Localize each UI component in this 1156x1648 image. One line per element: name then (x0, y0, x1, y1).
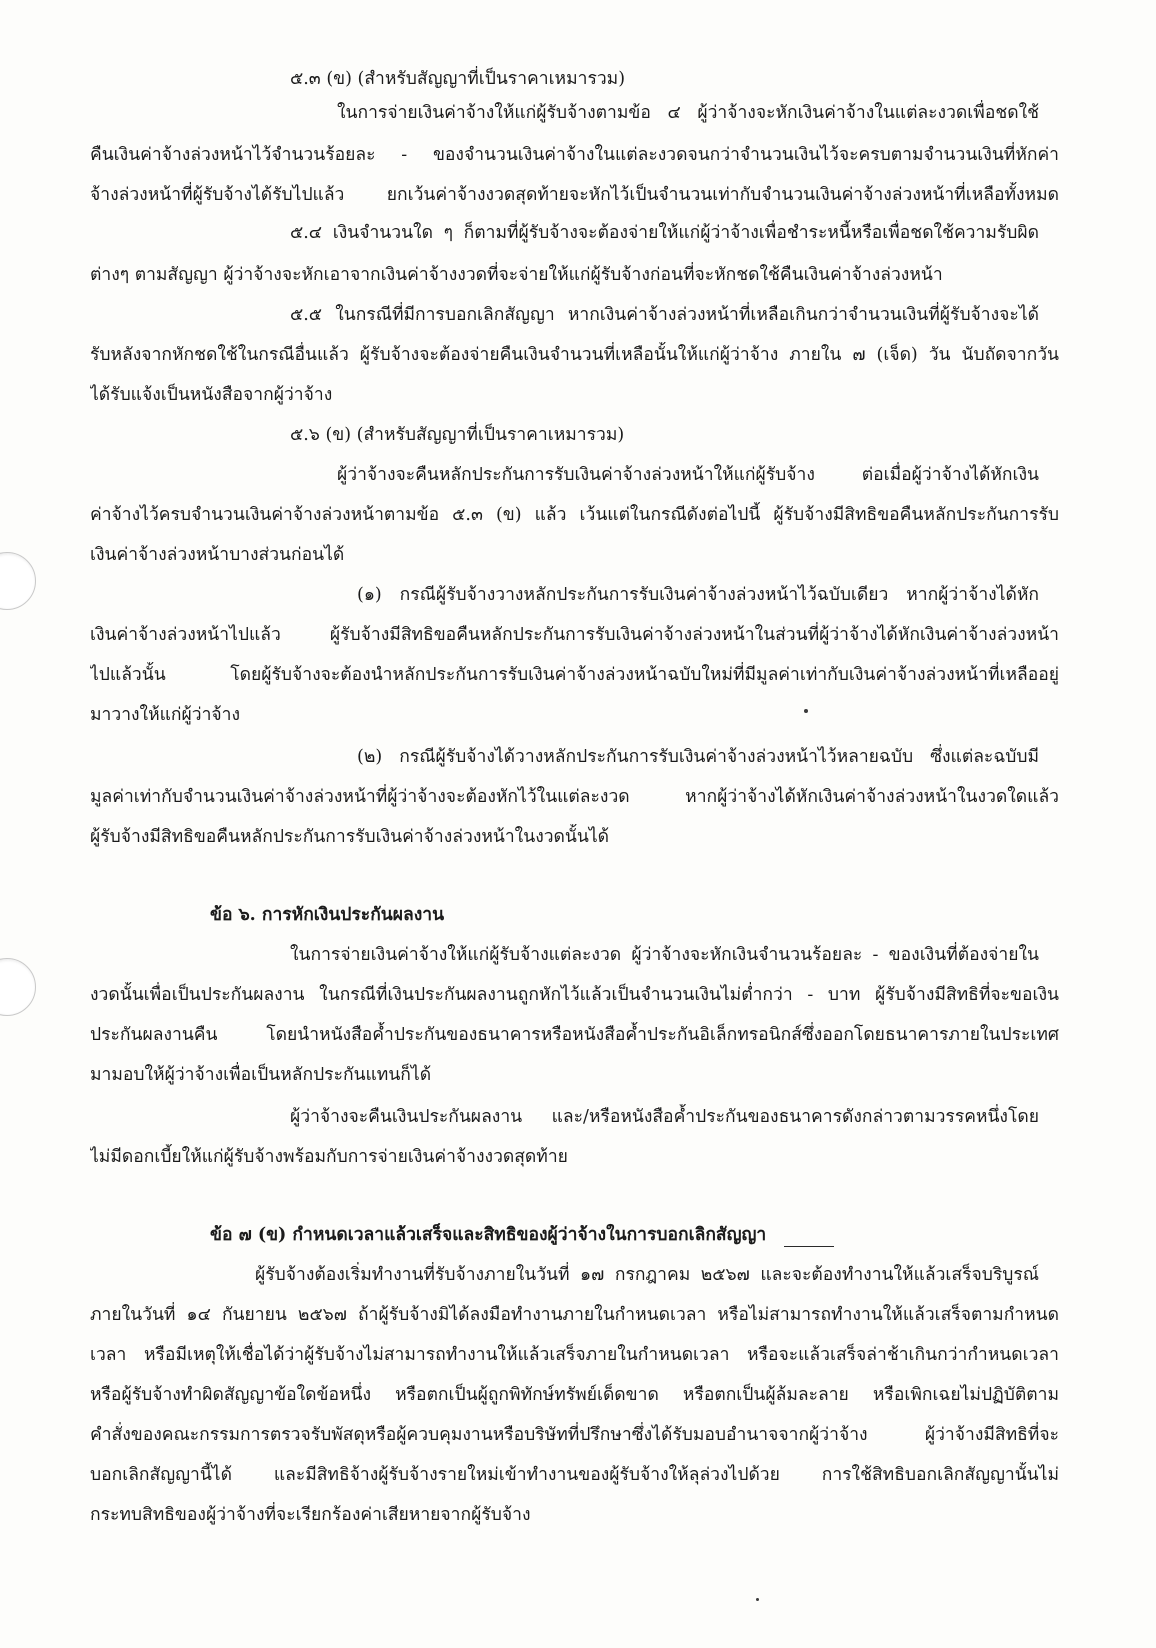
clause-6-body: ในการจ่ายเงินค่าจ้างให้แก่ผู้รับจ้างแต่ละงวด ผู้ว่าจ้างจะหักเงินจำนวนร้อยละ - ของเงินที่ต้องจ่ายใน (290, 945, 1039, 965)
clause-5-6-item-2: (๒) กรณีผู้รับจ้างได้วางหลักประกันการรับเงินค่าจ้างล่วงหน้าไว้หลายฉบับ ซึ่งแต่ละฉบับมี (357, 747, 1039, 767)
clause-7-body: กระทบสิทธิของผู้ว่าจ้างที่จะเรียกร้องค่าเสียหายจากผู้รับจ้าง (90, 1505, 531, 1525)
clause-6-body: ผู้ว่าจ้างจะคืนเงินประกันผลงาน และ/หรือหนังสือค้ำประกันของธนาคารดังกล่าวตามวรรคหนึ่งโดย (290, 1107, 1039, 1127)
punch-hole (0, 958, 36, 1016)
clause-5-6-item-1: ไปแล้วนั้น โดยผู้รับจ้างจะต้องนำหลักประกันการรับเงินค่าจ้างล่วงหน้าฉบับใหม่ที่มีมูลค่าเท่ากับเงินค่าจ้างล่วงหน้าที่เหลืออยู่ (90, 665, 1059, 685)
clause-6-body: งวดนั้นเพื่อเป็นประกันผลงาน ในกรณีที่เงินประกันผลงานถูกหักไว้แล้วเป็นจำนวนเงินไม่ต่ำกว่า - บาท ผู้รับจ้างมีสิทธิที่จะขอเงิน (90, 985, 1059, 1005)
clause-5-5-body: รับหลังจากหักชดใช้ในกรณีอื่นแล้ว ผู้รับจ้างจะต้องจ่ายคืนเงินจำนวนที่เหลือนั้นให้แก่ผู้ว่าจ้าง ภายใน ๗ (เจ็ด) วัน นับถัดจากวัน (90, 345, 1059, 365)
clause-7-body: ผู้รับจ้างต้องเริ่มทำงานที่รับจ้างภายในวันที่ ๑๗ กรกฎาคม ๒๕๖๗ และจะต้องทำงานให้แล้วเสร็จบริบูรณ์ (255, 1265, 1039, 1285)
clause-5-3-heading: ๕.๓ (ข) (สำหรับสัญญาที่เป็นราคาเหมารวม) (290, 69, 626, 89)
clause-7-body: เวลา หรือมีเหตุให้เชื่อได้ว่าผู้รับจ้างไม่สามารถทำงานให้แล้วเสร็จภายในกำหนดเวลา หรือจะแล้วเสร็จล่าช้าเกินกว่ากำหนดเวลา (90, 1345, 1059, 1365)
clause-5-6-item-2: มูลค่าเท่ากับจำนวนเงินค่าจ้างล่วงหน้าที่ผู้ว่าจ้างจะต้องหักไว้ในแต่ละงวด หากผู้ว่าจ้างได้หักเงินค่าจ้างล่วงหน้าในงวดใดแล้ว (90, 787, 1059, 807)
scan-speck (756, 1598, 759, 1601)
clause-5-6-item-1: (๑) กรณีผู้รับจ้างวางหลักประกันการรับเงินค่าจ้างล่วงหน้าไว้ฉบับเดียว หากผู้ว่าจ้างได้หัก (357, 585, 1039, 605)
clause-5-6-heading: ๕.๖ (ข) (สำหรับสัญญาที่เป็นราคาเหมารวม) (290, 425, 625, 445)
clause-5-4-body: ต่างๆ ตามสัญญา ผู้ว่าจ้างจะหักเอาจากเงินค่าจ้างงวดที่จะจ่ายให้แก่ผู้รับจ้างก่อนที่จะหักชดใช้คืนเงินค่าจ้างล่วงหน้า (90, 265, 943, 285)
clause-5-6-item-1: เงินค่าจ้างล่วงหน้าไปแล้ว ผู้รับจ้างมีสิทธิขอคืนหลักประกันการรับเงินค่าจ้างล่วงหน้าในส่วนที่ผู้ว่าจ้างได้หักเงินค่าจ้างล่วงหน้า (90, 625, 1059, 645)
heading-underline-mark (784, 1246, 834, 1247)
clause-5-6-body: เงินค่าจ้างล่วงหน้าบางส่วนก่อนได้ (90, 545, 345, 565)
clause-5-6-body: ผู้ว่าจ้างจะคืนหลักประกันการรับเงินค่าจ้างล่วงหน้าให้แก่ผู้รับจ้าง ต่อเมื่อผู้ว่าจ้างได้หักเงิน (337, 465, 1039, 485)
clause-7-heading: ข้อ ๗ (ข) กำหนดเวลาแล้วเสร็จและสิทธิของผู้ว่าจ้างในการบอกเลิกสัญญา (210, 1225, 767, 1245)
clause-6-heading: ข้อ ๖. การหักเงินประกันผลงาน (210, 905, 445, 925)
clause-6-body: ไม่มีดอกเบี้ยให้แก่ผู้รับจ้างพร้อมกับการจ่ายเงินค่าจ้างงวดสุดท้าย (90, 1147, 568, 1167)
clause-7-body: คำสั่งของคณะกรรมการตรวจรับพัสดุหรือผู้ควบคุมงานหรือบริษัทที่ปรึกษาซึ่งได้รับมอบอำนาจจากผู้ว่าจ้าง ผู้ว่าจ้างมีสิทธิที่จะ (90, 1425, 1059, 1445)
clause-5-5-body: ๕.๕ ในกรณีที่มีการบอกเลิกสัญญา หากเงินค่าจ้างล่วงหน้าที่เหลือเกินกว่าจำนวนเงินที่ผู้รับจ้างจะได้ (290, 305, 1039, 325)
clause-6-body: ประกันผลงานคืน โดยนำหนังสือค้ำประกันของธนาคารหรือหนังสือค้ำประกันอิเล็กทรอนิกส์ซึ่งออกโดยธนาคารภายในประเทศ (90, 1025, 1059, 1045)
clause-5-6-item-1: มาวางให้แก่ผู้ว่าจ้าง (90, 705, 241, 725)
clause-5-3-body: คืนเงินค่าจ้างล่วงหน้าไว้จำนวนร้อยละ - ของจำนวนเงินค่าจ้างในแต่ละงวดจนกว่าจำนวนเงินไว้จะครบตามจำนวนเงินที่หักค่า (90, 145, 1059, 165)
clause-7-body: บอกเลิกสัญญานี้ได้ และมีสิทธิจ้างผู้รับจ้างรายใหม่เข้าทำงานของผู้รับจ้างให้ลุล่วงไปด้วย การใช้สิทธิบอกเลิกสัญญานั้นไม่ (90, 1465, 1059, 1485)
clause-5-3-body: จ้างล่วงหน้าที่ผู้รับจ้างได้รับไปแล้ว ยกเว้นค่าจ้างงวดสุดท้ายจะหักไว้เป็นจำนวนเท่ากับจำนวนเงินค่าจ้างล่วงหน้าที่เหลือทั้งหมด (90, 185, 1059, 205)
clause-5-6-item-2: ผู้รับจ้างมีสิทธิขอคืนหลักประกันการรับเงินค่าจ้างล่วงหน้าในงวดนั้นได้ (90, 827, 610, 847)
clause-5-6-body: ค่าจ้างไว้ครบจำนวนเงินค่าจ้างล่วงหน้าตามข้อ ๕.๓ (ข) แล้ว เว้นแต่ในกรณีดังต่อไปนี้ ผู้รับจ้างมีสิทธิขอคืนหลักประกันการรับ (90, 505, 1059, 525)
clause-7-body: หรือผู้รับจ้างทำผิดสัญญาข้อใดข้อหนึ่ง หรือตกเป็นผู้ถูกพิทักษ์ทรัพย์เด็ดขาด หรือตกเป็นผู้ล้มละลาย หรือเพิกเฉยไม่ปฏิบัติตาม (90, 1385, 1059, 1405)
punch-hole (0, 552, 36, 610)
clause-5-5-body: ได้รับแจ้งเป็นหนังสือจากผู้ว่าจ้าง (90, 385, 333, 405)
clause-7-body: ภายในวันที่ ๑๔ กันยายน ๒๕๖๗ ถ้าผู้รับจ้างมิได้ลงมือทำงานภายในกำหนดเวลา หรือไม่สามารถทำงานให้แล้วเสร็จตามกำหนด (90, 1305, 1059, 1325)
clause-6-body: มามอบให้ผู้ว่าจ้างเพื่อเป็นหลักประกันแทนก็ได้ (90, 1065, 432, 1085)
clause-5-3-body: ในการจ่ายเงินค่าจ้างให้แก่ผู้รับจ้างตามข้อ ๔ ผู้ว่าจ้างจะหักเงินค่าจ้างในแต่ละงวดเพื่อชดใช้ (337, 103, 1039, 123)
clause-5-4-body: ๕.๔ เงินจำนวนใด ๆ ก็ตามที่ผู้รับจ้างจะต้องจ่ายให้แก่ผู้ว่าจ้างเพื่อชำระหนี้หรือเพื่อชดใช้ความรับผิด (290, 223, 1039, 243)
